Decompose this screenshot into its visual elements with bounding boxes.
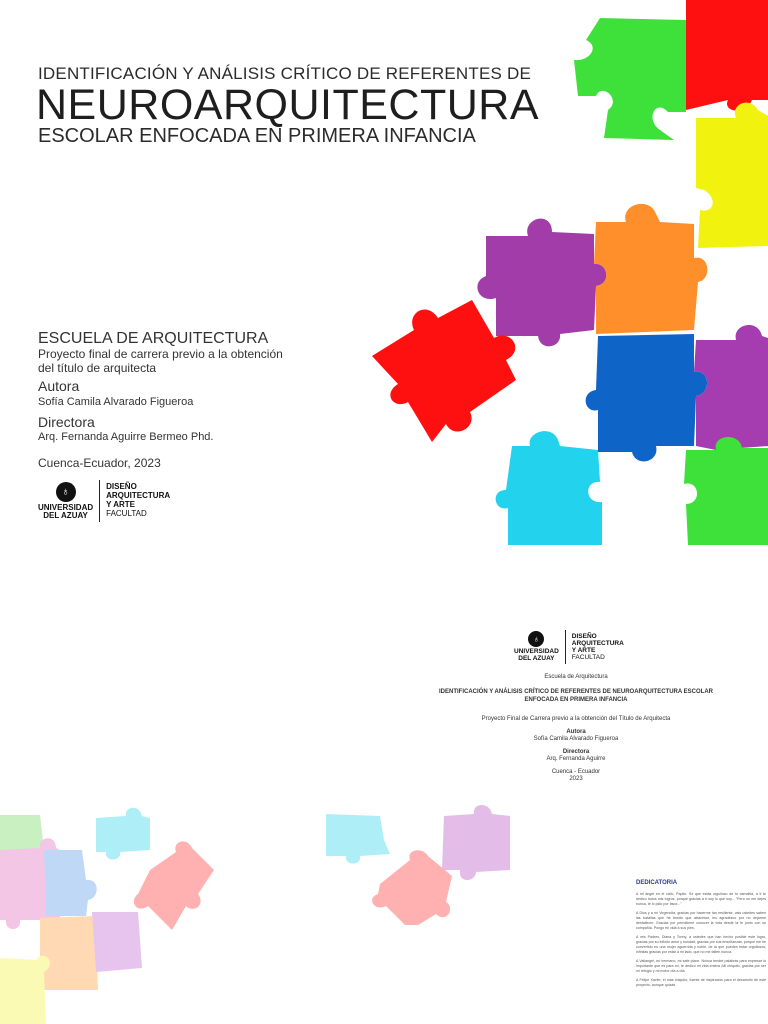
logo-faculty-line3: Y ARTE	[106, 500, 136, 509]
cover-director-label: Directora	[38, 414, 95, 430]
tp-logo-divider	[565, 630, 566, 664]
logo-divider	[99, 480, 100, 522]
tp-director-label: Directora	[562, 749, 590, 755]
puzzle-piece-faded-cyan-top	[96, 808, 150, 860]
puzzle-piece-faded-lilac	[92, 912, 142, 972]
puzzle-piece-blue	[586, 334, 707, 461]
puzzle-piece-green-top	[574, 18, 686, 140]
cover-title-main: NEUROARQUITECTURA	[36, 81, 540, 129]
title-page-logo	[514, 630, 624, 664]
cover-director: Arq. Fernanda Aguirre Bermeo Phd.	[38, 431, 214, 443]
tp-city: Cuenca - Ecuador	[551, 769, 601, 775]
tp-year: 2023	[569, 776, 583, 782]
dove-seal-icon: ♁	[528, 631, 544, 647]
cover-author-label: Autora	[38, 378, 80, 394]
tp-school: Escuela de Arquitectura	[544, 674, 608, 680]
dedication-paragraph: A Valiangel, mi hermano, mi safe place. Nunca tendré palabras para expresar lo importante que es para mí, te dedico mi vida entera ¡Mi chiquito, gracias por ser mi refugio y mi motor día a día.	[636, 959, 766, 973]
tp-logo-university-line1: UNIVERSIDAD	[514, 648, 559, 656]
faded-puzzle-illustration-left	[0, 800, 240, 1024]
puzzle-piece-faded-yellow	[0, 956, 50, 1024]
cover-title-line3: ESCOLAR ENFOCADA EN PRIMERA INFANCIA	[38, 125, 476, 147]
cover-city-year: Cuenca-Ecuador, 2023	[38, 456, 161, 470]
dedication-paragraph: A Felipe Xavier, el más chiquito, fuente de inspiración para el desarrollo de este proyecto, aunque quizás	[636, 978, 766, 987]
puzzle-piece-faded-green	[0, 815, 44, 852]
cover-school: ESCUELA DE ARQUITECTURA	[38, 330, 269, 347]
logo-faculty-line4: FACULTAD	[106, 508, 147, 518]
tp-project: Proyecto Final de Carrera previo a la obtención del Título de Arquitecta	[481, 716, 671, 722]
puzzle-piece-faded-cyan	[326, 814, 390, 864]
tp-logo-faculty-line4: FACULTAD	[571, 654, 605, 662]
dove-seal-icon: ♁	[56, 482, 76, 502]
puzzle-piece-faded-lilac-right	[442, 805, 510, 880]
puzzle-piece-cyan	[496, 431, 602, 545]
puzzle-piece-orange	[594, 204, 707, 334]
puzzle-piece-yellow	[696, 103, 768, 248]
puzzle-piece-faded-blue	[44, 850, 97, 916]
cover-title-line1: IDENTIFICACIÓN Y ANÁLISIS CRÍTICO DE REFERENTES DE	[38, 64, 532, 83]
puzzle-piece-red-left	[372, 300, 516, 442]
dedication-page	[636, 880, 766, 992]
puzzle-piece-purple-left	[477, 219, 606, 347]
logo-university-line1: UNIVERSIDAD	[38, 502, 94, 512]
dedication-paragraph: A mis Padres, Diana y Tonny, a ustedes que han hecho posible este logro, gracias por su infinito amor y bondad, gracias por sus enseñanzas, porque me he convertido en una mujer aguerrida y noble, de la que pueden estar orgullosos; infinitas gracias por estar a mi lado, que no me falten nunca.	[636, 935, 766, 954]
puzzle-piece-faded-red	[134, 841, 214, 930]
tp-director: Arq. Fernanda Aguirre	[546, 756, 606, 762]
logo-faculty-line1: DISEÑO	[106, 482, 137, 492]
tp-author: Sofía Camila Alvarado Figueroa	[533, 736, 619, 742]
university-logo	[38, 480, 170, 522]
faded-puzzle-illustration-right	[320, 805, 520, 925]
tp-logo-faculty-line3: Y ARTE	[571, 647, 596, 654]
puzzle-piece-red-top	[686, 0, 768, 111]
tp-logo-faculty-line1: DISEÑO	[571, 632, 597, 640]
dedication-paragraph: A mi ángel en el cielo, Papito. Sé que estás orgulloso de tu carnalita, a ti te dedico todos mis logros, porque gracias a ti soy lo que soy... "Pero no me dejes nunca, te lo pido por favor..."	[636, 892, 766, 906]
dedication-paragraph: A Dios y a mi Virgencita, gracias por hacerme tan resiliente, vais ustedes saben las batallas que he tenido que atravesar, les agradezco por no dejarme desfallecer. Gracias por permitirme conocer la vida desde la fe junto con su compañía. Pongo mi vida a sus pies.	[636, 911, 766, 930]
logo-faculty-line2: ARQUITECTURA	[106, 491, 171, 501]
tp-logo-university-line2: DEL AZUAY	[518, 655, 555, 662]
puzzle-piece-green-bottom	[684, 437, 768, 545]
puzzle-piece-faded-orange	[40, 916, 98, 990]
cover-author: Sofía Camila Alvarado Figueroa	[38, 396, 194, 408]
cover-project: Proyecto final de carrera previo a la obtención del título de arquitecta	[38, 347, 283, 375]
puzzle-piece-faded-red-right	[372, 850, 452, 925]
tp-author-label: Autora	[566, 729, 586, 735]
title-page	[384, 545, 768, 785]
tp-logo-faculty-line2: ARQUITECTURA	[571, 639, 624, 647]
logo-university-line2: DEL AZUAY	[43, 511, 88, 520]
dedication-title: DEDICATORIA	[636, 880, 678, 886]
tp-title: IDENTIFICACIÓN Y ANÁLISIS CRÍTICO DE REFERENTES DE NEUROARQUITECTURA ESCOLAR ENFOCADA EN PRIMERA INFANCIA	[438, 689, 714, 703]
